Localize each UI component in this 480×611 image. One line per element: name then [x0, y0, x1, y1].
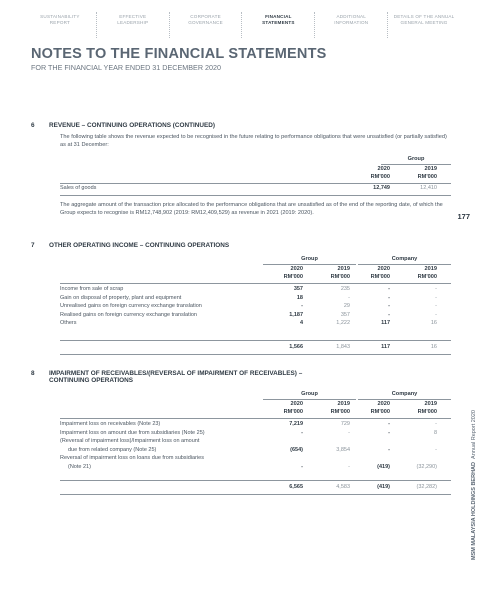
s7-total-g20: 1,566: [289, 344, 303, 350]
s7-c-unit-2020: RM'000: [370, 274, 390, 280]
s8-row-label-cont: (Note 21): [68, 463, 91, 470]
s8-c-year-2020: 2020: [377, 401, 390, 407]
s7-row-label: Others: [60, 320, 77, 326]
section-7-heading: 7 OTHER OPERATING INCOME – CONTINUING OPERATIONS: [31, 242, 230, 249]
s6-year-2020: 2020: [377, 166, 390, 172]
s8-g-unit-2019: RM'000: [330, 409, 350, 415]
s8-row-c19: -: [435, 446, 437, 453]
s8-row-g19: 3,854: [336, 446, 350, 453]
s7-row-g20: 1,187: [289, 311, 303, 318]
s8-row-label: Reversal of impairment loss on loans due from subsidiaries: [60, 455, 204, 461]
s7-g-unit-2019: RM'000: [330, 274, 350, 280]
s7-company-header: Company: [391, 256, 418, 262]
s7-row-c20: -: [388, 294, 390, 301]
s7-row-label: Gain on disposal of property, plant and equipment: [60, 294, 182, 301]
s6-value-2020: 12,749: [373, 185, 390, 191]
s7-total-c19: 16: [430, 344, 437, 350]
s8-total-c19: (32,282): [416, 484, 437, 490]
s8-g-unit-2020: RM'000: [283, 409, 303, 415]
s8-total-g20: 6,565: [289, 484, 303, 490]
s7-c-unit-2019: RM'000: [417, 274, 437, 280]
nav-financial-statements[interactable]: FINANCIAL STATEMENTS: [242, 12, 315, 38]
s8-c-unit-2020: RM'000: [370, 409, 390, 415]
s8-row-label: Impairment loss on amount due from subsidiaries (Note 25): [60, 429, 205, 436]
s8-row-g20: -: [301, 429, 303, 436]
s7-row-label: Realised gains on foreign currency exchange translation: [60, 311, 197, 318]
s6-year-2019: 2019: [424, 166, 437, 172]
s7-rule-top: [60, 283, 451, 284]
nav-agm-details[interactable]: DETAILS OF THE ANNUAL GENERAL MEETING: [393, 14, 455, 25]
s7-g-unit-2020: RM'000: [283, 274, 303, 280]
s8-company-rule: [358, 399, 451, 400]
s8-row-c19: -: [435, 421, 437, 427]
nav-additional-information[interactable]: ADDITIONAL INFORMATION: [315, 12, 388, 38]
s7-row-c19: -: [435, 294, 437, 301]
s6-value-2019: 12,410: [420, 185, 437, 191]
s8-row-label-cont: due from related company (Note 25): [68, 446, 157, 453]
s7-row-g20: -: [301, 303, 303, 309]
section-6-heading: 6 REVENUE – CONTINUING OPERATIONS (CONTINUED): [31, 122, 216, 129]
s8-row-c20: (419): [377, 463, 390, 470]
s8-row-label: Impairment loss on receivables (Note 23): [60, 421, 161, 427]
section-8-heading: 8 IMPAIRMENT OF RECEIVABLES/(REVERSAL OF IMPAIRMENT OF RECEIVABLES) – CONTINUING OPERATIONS: [31, 370, 303, 384]
s8-row-g19: 729: [340, 421, 350, 427]
nav-corporate-governance[interactable]: CORPORATE GOVERNANCE: [170, 12, 243, 38]
s7-row-g20: 4: [299, 320, 303, 326]
s7-group-rule: [263, 264, 356, 265]
s6-unit-2020: RM'000: [370, 174, 390, 180]
s8-rule-total: [60, 480, 451, 481]
s8-row-g19: -: [348, 463, 350, 470]
s7-row-c20: -: [388, 286, 390, 292]
s6-rule-top: [60, 183, 451, 184]
section-6-intro: The following table shows the revenue expected to be recognised in the future relating to performance obligations that were unsatisfied (or partially satisfied) as at 31 December:: [60, 134, 447, 149]
s8-row-g20: (654): [290, 446, 303, 453]
s7-g-year-2019: 2019: [337, 266, 350, 272]
s6-unit-2019: RM'000: [417, 174, 437, 180]
s6-group-rule: [381, 164, 451, 165]
s8-g-year-2020: 2020: [290, 401, 303, 407]
side-banner: [460, 240, 477, 560]
s7-row-c19: 16: [430, 320, 437, 326]
s7-row-c20: -: [388, 303, 390, 309]
s7-company-rule: [358, 264, 451, 265]
s8-row-g20: 7,219: [289, 421, 303, 427]
s8-row-g20: -: [301, 463, 303, 470]
s7-row-g19: -: [348, 294, 350, 301]
s7-total-c20: 117: [381, 344, 390, 350]
s7-row-c20: -: [388, 311, 390, 318]
page-number: 177: [457, 212, 470, 221]
s7-row-g19: 1,222: [336, 320, 350, 326]
s7-row-c19: -: [435, 286, 437, 292]
s7-c-year-2020: 2020: [377, 266, 390, 272]
s7-row-label: Unrealised gains on foreign currency exchange translation: [60, 303, 202, 309]
s8-row-c20: -: [388, 421, 390, 427]
s7-row-g20: 357: [293, 286, 303, 292]
s6-group-header: Group: [407, 156, 425, 162]
s7-g-year-2020: 2020: [290, 266, 303, 272]
s7-row-g19: 29: [343, 303, 350, 309]
s8-row-c19: (32,290): [416, 463, 437, 470]
s7-rule-bottom: [60, 354, 451, 355]
s8-row-label: (Reversal of impairment loss)/Impairment loss on amount: [60, 438, 200, 444]
s8-total-g19: 4,583: [336, 484, 350, 490]
top-navigation: [24, 12, 460, 38]
s6-row-label: Sales of goods: [60, 185, 97, 191]
s7-rule-total: [60, 340, 451, 341]
nav-effective-leadership[interactable]: EFFECTIVE LEADERSHIP: [97, 12, 170, 38]
s7-row-label: Income from sale of scrap: [60, 286, 124, 292]
s8-group-rule: [263, 399, 356, 400]
nav-sustainability-report[interactable]: SUSTAINABILITY REPORT: [24, 12, 97, 38]
s8-rule-top: [60, 418, 451, 419]
s8-row-g19: -: [348, 429, 350, 436]
s8-row-c20: -: [388, 446, 390, 453]
page-subtitle: FOR THE FINANCIAL YEAR ENDED 31 DECEMBER 2020: [31, 63, 221, 72]
s7-c-year-2019: 2019: [424, 266, 437, 272]
s7-row-c19: -: [435, 311, 437, 318]
page-title: NOTES TO THE FINANCIAL STATEMENTS: [31, 46, 327, 62]
s7-row-c20: 117: [381, 320, 390, 326]
s8-c-year-2019: 2019: [424, 401, 437, 407]
s8-row-c20: -: [388, 429, 390, 436]
s8-company-header: Company: [391, 391, 418, 397]
section-6-note: The aggregate amount of the transaction price allocated to the performance obligations that are unsatisfied as of the end of the reporting date, of which the Group expects to recognise is RM12,748,902 (2019: RM12,409,529) as revenue in 2021 (2019: 2020).: [60, 202, 443, 217]
s8-row-c19: 8: [433, 429, 437, 436]
s8-c-unit-2019: RM'000: [417, 409, 437, 415]
s6-rule-bottom: [60, 195, 451, 196]
side-report-name: Annual Report 2020: [471, 410, 477, 459]
s8-rule-bottom: [60, 494, 451, 495]
s7-row-c19: -: [435, 303, 437, 309]
s7-group-header: Group: [301, 256, 318, 262]
s7-row-g20: 18: [296, 294, 303, 301]
s8-total-c20: (419): [377, 484, 390, 490]
s7-total-g19: 1,843: [336, 344, 350, 350]
side-company-name: MSM MALAYSIA HOLDINGS BERHAD: [471, 462, 477, 560]
s7-row-g19: 357: [340, 311, 350, 318]
s8-group-header: Group: [301, 391, 318, 397]
s7-row-g19: 235: [340, 286, 350, 292]
s8-g-year-2019: 2019: [337, 401, 350, 407]
